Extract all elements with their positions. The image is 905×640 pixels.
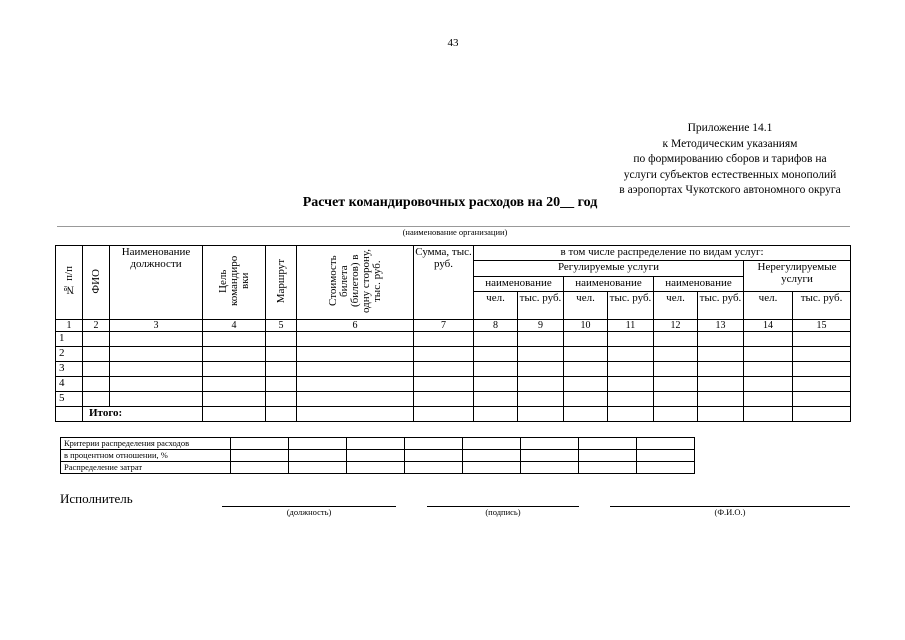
table-cell — [297, 407, 414, 422]
table-cell — [518, 392, 564, 407]
table-cell — [744, 347, 793, 362]
table-cell — [744, 407, 793, 422]
table-cell — [654, 407, 698, 422]
table-cell — [744, 332, 793, 347]
position-caption: (должность) — [286, 507, 332, 517]
table-cell — [110, 377, 203, 392]
total-label: Итого: — [83, 407, 203, 422]
header-people: чел. — [744, 292, 793, 320]
table-cell — [564, 362, 608, 377]
criteria-cell — [231, 462, 289, 474]
column-number: 3 — [110, 320, 203, 332]
total-row — [56, 407, 851, 422]
header-unregulated: Нерегулируемые услуги — [744, 261, 851, 292]
table-cell — [83, 332, 110, 347]
table-cell — [110, 332, 203, 347]
table-row — [56, 332, 851, 347]
table-cell — [297, 377, 414, 392]
row-number: 2 — [56, 347, 83, 362]
criteria-row — [61, 450, 695, 462]
organization-caption: (наименование организации) — [402, 227, 508, 237]
full-name-caption: (Ф.И.О.) — [714, 507, 746, 517]
table-cell — [203, 332, 266, 347]
criteria-cell — [231, 450, 289, 462]
criteria-cell — [405, 438, 463, 450]
table-cell — [203, 362, 266, 377]
table-cell — [744, 392, 793, 407]
criteria-cell — [347, 450, 405, 462]
table-row — [56, 392, 851, 407]
header-ticket-cost: Стоимость билета (билетов) в одну сторону, тыс. руб. — [297, 246, 414, 320]
table-cell — [793, 407, 851, 422]
header-people: чел. — [564, 292, 608, 320]
table-cell — [414, 362, 474, 377]
row-number: 5 — [56, 392, 83, 407]
table-cell — [414, 407, 474, 422]
criteria-cell — [405, 450, 463, 462]
column-number: 15 — [793, 320, 851, 332]
header-thousand-rub: тыс. руб. — [698, 292, 744, 320]
appendix-line: по формированию сборов и тарифов на — [633, 153, 827, 165]
criteria-row — [61, 462, 695, 474]
table-cell — [203, 392, 266, 407]
table-cell — [266, 347, 297, 362]
table-cell — [474, 392, 518, 407]
header-purpose: Цель командиро вки — [203, 246, 266, 320]
table-row — [56, 362, 851, 377]
criteria-label: в процентном отношении, % — [61, 450, 231, 462]
table-cell — [266, 362, 297, 377]
criteria-cell — [289, 450, 347, 462]
criteria-cell — [637, 438, 695, 450]
header-people: чел. — [474, 292, 518, 320]
table-cell — [698, 407, 744, 422]
appendix-line: в аэропортах Чукотского автономного округа — [619, 184, 841, 196]
criteria-label: Критерии распределения расходов — [61, 438, 231, 450]
criteria-row — [61, 438, 695, 450]
table-cell — [698, 377, 744, 392]
criteria-label: Распределение затрат — [61, 462, 231, 474]
table-cell — [266, 392, 297, 407]
table-cell — [110, 362, 203, 377]
table-cell — [564, 332, 608, 347]
header-naming: наименование — [474, 277, 564, 292]
appendix-line: Приложение 14.1 — [687, 122, 773, 134]
table-cell — [297, 362, 414, 377]
table-cell — [698, 332, 744, 347]
table-cell — [744, 377, 793, 392]
column-number: 8 — [474, 320, 518, 332]
table-cell — [83, 392, 110, 407]
column-number: 1 — [56, 320, 83, 332]
table-cell — [414, 377, 474, 392]
header-regulated: Регулируемые услуги — [474, 261, 744, 277]
table-cell — [297, 392, 414, 407]
table-cell — [654, 362, 698, 377]
table-cell — [414, 392, 474, 407]
table-cell — [83, 347, 110, 362]
criteria-cell — [463, 462, 521, 474]
table-cell — [654, 347, 698, 362]
criteria-cell — [579, 438, 637, 450]
header-naming: наименование — [654, 277, 744, 292]
table-row — [56, 377, 851, 392]
table-cell — [110, 392, 203, 407]
signature-caption: (подпись) — [485, 507, 521, 517]
criteria-cell — [289, 462, 347, 474]
column-number-row — [56, 320, 851, 332]
table-cell — [266, 377, 297, 392]
column-number: 13 — [698, 320, 744, 332]
table-cell — [793, 377, 851, 392]
header-thousand-rub: тыс. руб. — [608, 292, 654, 320]
table-cell — [203, 347, 266, 362]
header-thousand-rub: тыс. руб. — [793, 292, 851, 320]
criteria-cell — [579, 450, 637, 462]
appendix-line: услуги субъектов естественных монополий — [623, 168, 837, 181]
column-number: 9 — [518, 320, 564, 332]
table-cell — [654, 332, 698, 347]
table-cell — [518, 377, 564, 392]
table-cell — [110, 347, 203, 362]
appendix-block — [560, 121, 900, 199]
header-thousand-rub: тыс. руб. — [518, 292, 564, 320]
criteria-cell — [463, 438, 521, 450]
table-cell — [474, 332, 518, 347]
header-sum: Сумма, тыс. руб. — [414, 246, 474, 320]
table-cell — [474, 347, 518, 362]
criteria-cell — [347, 438, 405, 450]
appendix-line: к Методическим указаниям — [662, 137, 798, 150]
criteria-cell — [347, 462, 405, 474]
table-cell — [203, 377, 266, 392]
table-cell — [518, 362, 564, 377]
table-cell — [654, 392, 698, 407]
table-cell — [474, 377, 518, 392]
table-cell — [518, 347, 564, 362]
header-naming: наименование — [564, 277, 654, 292]
table-cell — [608, 332, 654, 347]
column-number: 12 — [654, 320, 698, 332]
criteria-cell — [405, 462, 463, 474]
table-cell — [414, 347, 474, 362]
criteria-cell — [521, 462, 579, 474]
criteria-cell — [463, 450, 521, 462]
header-position: Наименование должности — [110, 246, 203, 320]
column-number: 4 — [203, 320, 266, 332]
criteria-cell — [521, 438, 579, 450]
table-cell — [518, 332, 564, 347]
header-num: № п/п — [56, 246, 83, 320]
criteria-cell — [579, 462, 637, 474]
table-cell — [608, 362, 654, 377]
table-cell — [297, 332, 414, 347]
table-cell — [266, 407, 297, 422]
table-cell — [608, 347, 654, 362]
column-number: 11 — [608, 320, 654, 332]
criteria-cell — [637, 462, 695, 474]
table-cell — [203, 407, 266, 422]
table-cell — [474, 407, 518, 422]
table-cell — [608, 392, 654, 407]
criteria-table — [60, 437, 695, 474]
table-cell — [83, 377, 110, 392]
column-number: 10 — [564, 320, 608, 332]
table-cell — [518, 407, 564, 422]
criteria-cell — [289, 438, 347, 450]
column-number: 14 — [744, 320, 793, 332]
table-cell — [793, 362, 851, 377]
table-cell — [56, 407, 83, 422]
row-number: 1 — [56, 332, 83, 347]
table-row — [56, 347, 851, 362]
row-number: 3 — [56, 362, 83, 377]
table-cell — [266, 332, 297, 347]
criteria-cell — [231, 438, 289, 450]
table-cell — [793, 347, 851, 362]
page-number: 43 — [447, 37, 459, 49]
table-cell — [744, 362, 793, 377]
document-title: Расчет командировочных расходов на 20__ год — [302, 195, 598, 210]
table-cell — [564, 377, 608, 392]
header-people: чел. — [654, 292, 698, 320]
table-cell — [564, 392, 608, 407]
row-number: 4 — [56, 377, 83, 392]
column-number: 7 — [414, 320, 474, 332]
table-cell — [793, 332, 851, 347]
table-cell — [474, 362, 518, 377]
table-cell — [83, 362, 110, 377]
table-cell — [654, 377, 698, 392]
column-number: 2 — [83, 320, 110, 332]
header-route: Маршрут — [266, 246, 297, 320]
table-cell — [297, 347, 414, 362]
header-fio: ФИО — [83, 246, 110, 320]
criteria-cell — [521, 450, 579, 462]
table-cell — [608, 377, 654, 392]
table-cell — [608, 407, 654, 422]
table-cell — [564, 407, 608, 422]
criteria-cell — [637, 450, 695, 462]
table-cell — [698, 392, 744, 407]
table-cell — [564, 347, 608, 362]
table-cell — [698, 347, 744, 362]
table-cell — [414, 332, 474, 347]
column-number: 5 — [266, 320, 297, 332]
column-number: 6 — [297, 320, 414, 332]
executor-label: Исполнитель — [60, 491, 133, 506]
header-distribution: в том числе распределение по видам услуг: — [474, 246, 851, 261]
table-cell — [698, 362, 744, 377]
table-cell — [793, 392, 851, 407]
business-trip-table — [55, 245, 851, 422]
